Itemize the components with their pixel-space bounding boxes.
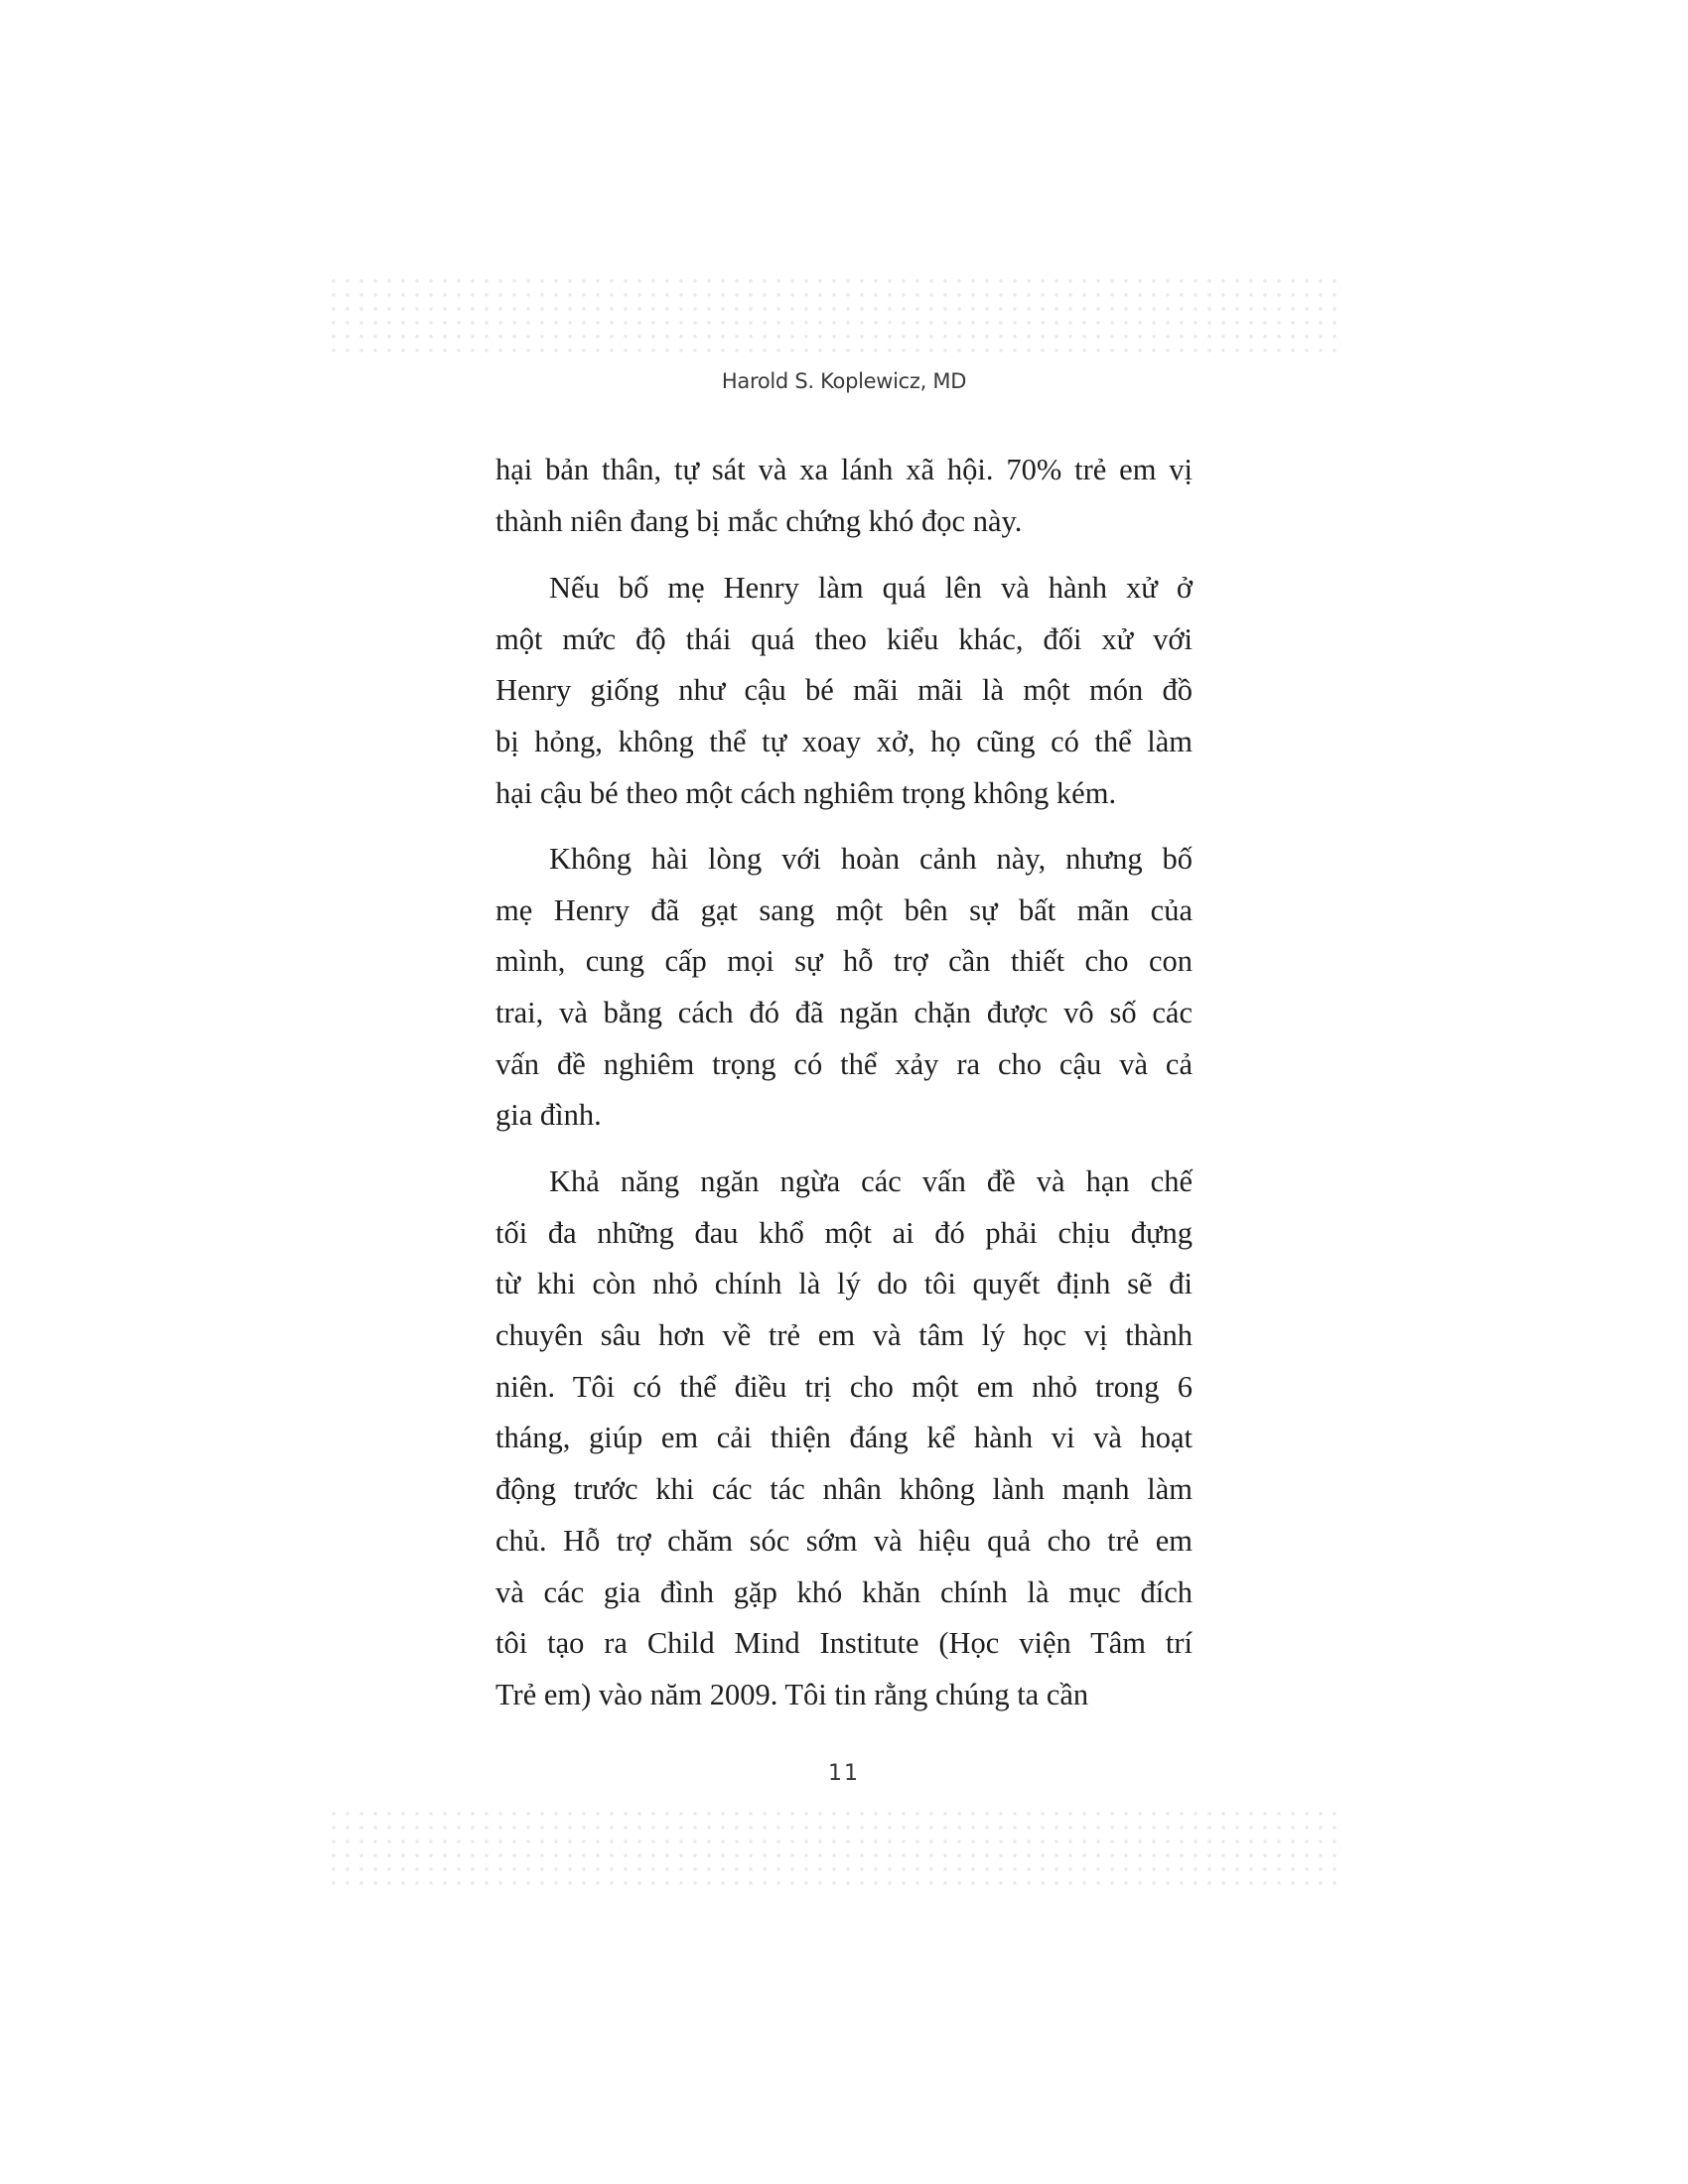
text-line: hại cậu bé theo một cách nghiêm trọng không kém. <box>495 775 1117 810</box>
paragraph-3 <box>495 834 1193 1142</box>
text-line: gia đình. <box>495 1098 602 1133</box>
paragraph-2 <box>495 563 1193 819</box>
text-line: chủ. Hỗ trợ chăm sóc sớm và hiệu quả cho trẻ em <box>495 1523 1193 1558</box>
text-line: vấn đề nghiêm trọng có thể xảy ra cho cậu và cả <box>495 1046 1193 1081</box>
text-line: Khả năng ngăn ngừa các vấn đề và hạn chế <box>549 1164 1193 1198</box>
text-line: Không hài lòng với hoàn cảnh này, nhưng bố <box>549 842 1193 876</box>
text-line: tôi tạo ra Child Mind Institute (Học viện Tâm trí <box>495 1626 1193 1661</box>
paragraph-1 <box>495 445 1193 547</box>
text-line: tháng, giúp em cải thiện đáng kể hành vi và hoạt <box>495 1421 1193 1455</box>
text-line: Henry giống như cậu bé mãi mãi là một món đồ <box>495 673 1193 708</box>
decorative-dot-band-bottom <box>327 1807 1344 1894</box>
text-line: tối đa những đau khổ một ai đó phải chịu đựng <box>495 1215 1193 1250</box>
text-line: và các gia đình gặp khó khăn chính là mục đích <box>495 1574 1193 1609</box>
text-line: động trước khi các tác nhân không lành mạnh làm <box>495 1472 1193 1507</box>
text-line: Trẻ em) vào năm 2009. Tôi tin rằng chúng ta cần <box>495 1677 1089 1711</box>
text-line: Nếu bố mẹ Henry làm quá lên và hành xử ở <box>549 571 1193 605</box>
text-line: bị hỏng, không thể tự xoay xở, họ cũng có thể làm <box>495 725 1193 759</box>
running-head-author: Harold S. Koplewicz, MD <box>721 369 967 393</box>
paragraph-4 <box>495 1157 1193 1721</box>
text-line: một mức độ thái quá theo kiểu khác, đối xử với <box>495 621 1193 656</box>
text-line: mình, cung cấp mọi sự hỗ trợ cần thiết cho con <box>495 944 1193 979</box>
text-line: từ khi còn nhỏ chính là lý do tôi quyết định sẽ đi <box>495 1267 1193 1301</box>
text-line: hại bản thân, tự sát và xa lánh xã hội. 70% trẻ em vị <box>495 453 1193 486</box>
page-number: 11 <box>828 1761 860 1786</box>
text-line: thành niên đang bị mắc chứng khó đọc này. <box>495 503 1023 538</box>
text-line: chuyên sâu hơn về trẻ em và tâm lý học vị thành <box>495 1318 1193 1353</box>
text-line: niên. Tôi có thể điều trị cho một em nhỏ trong 6 <box>495 1369 1193 1404</box>
text-line: mẹ Henry đã gạt sang một bên sự bất mãn của <box>495 892 1193 927</box>
decorative-dot-band-top <box>327 274 1344 361</box>
text-line: trai, và bằng cách đó đã ngăn chặn được vô số các <box>495 996 1193 1030</box>
